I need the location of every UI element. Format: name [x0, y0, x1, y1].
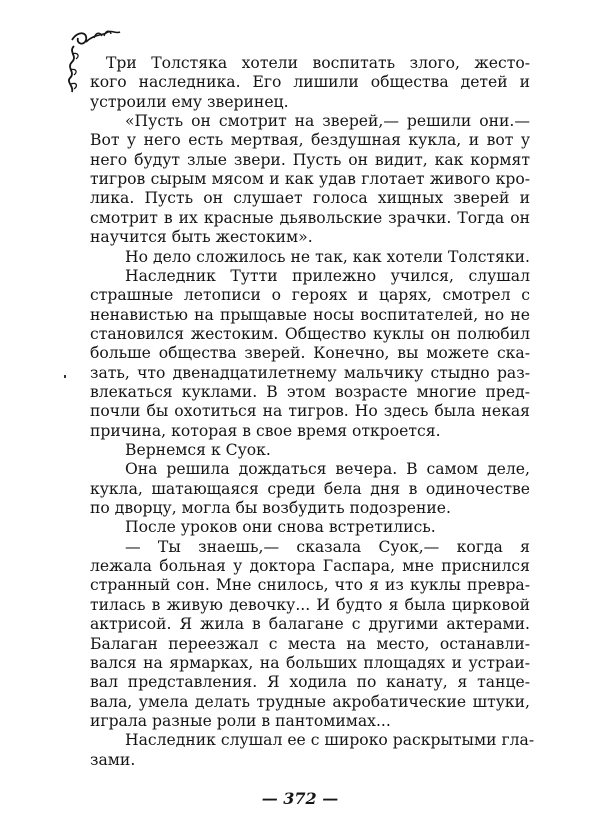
text-line-25: После уроков они снова встретились.: [125, 518, 436, 537]
text-line-15: становился жестоким. Общество куклы он полюбил: [90, 324, 530, 343]
text-line-32: вался на ярмарках, на больших площадях и устраи-: [90, 653, 530, 672]
text-line-23: кукла, шатающаяся среди бела дня в одиночестве: [90, 479, 530, 498]
text-line-8: лика. Пусть он слушает голоса хищных зверей и: [90, 189, 530, 208]
text-line-18: влекаться куклами. В этом возрасте многие пред-: [90, 382, 530, 401]
text-line-30: актрисой. Я жила в балагане с другими актерами.: [90, 615, 530, 634]
text-line-34: вала, умела делать трудные акробатические штуки,: [90, 692, 530, 711]
text-line-28: странный сон. Мне снилось, что я из куклы превра-: [90, 576, 530, 595]
stray-mark: [64, 375, 66, 378]
text-line-21: Вернемся к Суок.: [125, 441, 271, 459]
page-number: — 372 —: [261, 788, 339, 808]
text-line-10: научится быть жестоким».: [90, 228, 313, 247]
text-line-22: Она решила дождаться вечера. В самом деле,: [125, 460, 530, 479]
text-line-19: почли бы охотиться на тигров. Но здесь была некая: [90, 402, 530, 421]
text-line-35: играла разные роли в пантомимах...: [90, 711, 391, 730]
text-line-2: кого наследника. Его лишили общества детей и: [90, 73, 530, 92]
text-line-11: Но дело сложилось не так, как хотели Толстяки.: [125, 247, 530, 266]
text-line-31: Балаган переезжал с места на место, останавли-: [90, 634, 530, 653]
text-line-27: лежала больная у доктора Гаспара, мне приснился: [90, 557, 530, 576]
text-line-36: Наследник слушал ее с широко раскрытыми гла-: [125, 731, 535, 750]
text-line-9: смотрит в их красные дьявольские зрачки. Тогда он: [90, 208, 530, 227]
text-line-7: тигров сырым мясом и как удав глотает живого кро-: [90, 170, 530, 189]
text-line-13: страшные летописи о героях и царях, смотрел с: [90, 286, 530, 305]
text-line-37: зами.: [90, 750, 136, 769]
text-line-33: вал представления. Я ходила по канату, я танце-: [90, 673, 530, 692]
text-line-14: ненавистью на прыщавые носы воспитателей, но не: [90, 305, 530, 324]
text-line-3: устроили ему зверинец.: [90, 92, 289, 111]
text-line-26: — Ты знаешь,— сказала Суок,— когда я: [125, 537, 530, 556]
text-line-4: «Пусть он смотрит на зверей,— решили они.—: [125, 112, 530, 131]
text-line-12: Наследник Тутти прилежно учился, слушал: [125, 266, 530, 285]
text-line-17: зать, что двенадцатилетнему мальчику стыдно раз-: [90, 363, 530, 382]
text-line-6: него будут злые звери. Пусть он видит, как кормят: [90, 150, 530, 169]
text-line-5: Вот у него есть мертвая, бездушная кукла, и вот у: [90, 131, 530, 150]
text-line-29: тилась в живую девочку... И будто я была цирковой: [90, 595, 530, 614]
text-line-16: больше общества зверей. Конечно, вы можете ска-: [90, 344, 530, 363]
text-line-1: Три Толстяка хотели воспитать злого, жесто-: [106, 54, 530, 72]
text-line-24: по дворцу, могла бы возбудить подозрение.: [90, 499, 451, 518]
text-line-20: причина, которая в свое время откроется.: [90, 421, 441, 440]
